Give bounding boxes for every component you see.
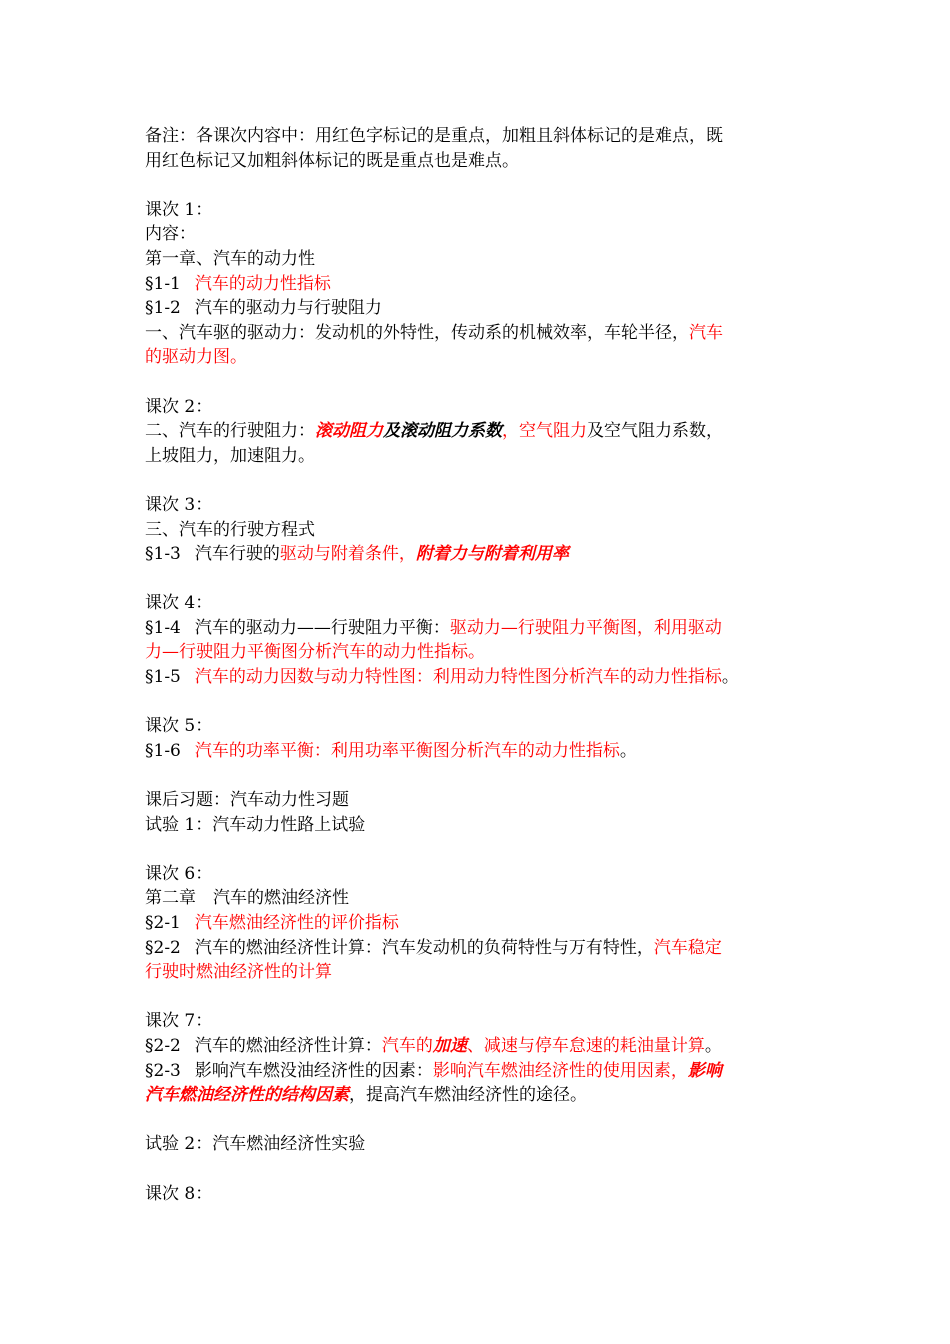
key-point-text: 、减速与停车怠速的耗油量计算 (466, 1035, 705, 1056)
key-point-text: 汽车稳定 (653, 937, 722, 958)
key-difficult-text: 汽车燃油经济性的结构因素 (145, 1085, 349, 1106)
chapter-2-title: 第二章 汽车的燃油经济性 (145, 888, 349, 909)
session-5-heading: 课次 5： (145, 716, 213, 737)
session-2-heading: 课次 2： (145, 396, 213, 417)
resistance-line-1 (145, 419, 825, 444)
key-difficult-text: 影响 (687, 1060, 722, 1081)
section-title: 汽车的驱动力与行驶阻力 (194, 298, 382, 319)
key-difficult-text: 加速 (432, 1035, 467, 1056)
syllabus-document (145, 124, 825, 1206)
section-number: §1-1 (145, 273, 181, 294)
key-point-text: 汽车的 (381, 1035, 433, 1056)
key-difficult-text: 附着力与附着利用率 (415, 544, 569, 565)
section-1-4 (145, 616, 825, 641)
body-text: 汽车的燃油经济性计算：汽车发动机的负荷特性与万有特性， (194, 937, 654, 958)
body-text: 一、汽车驱的驱动力：发动机的外特性，传动系的机械效率，车轮半径， (145, 322, 689, 343)
key-difficult-text: 滚动阻力 (315, 421, 383, 442)
body-text: 。 (721, 667, 739, 688)
section-number: §1-3 (145, 544, 181, 565)
section-number: §1-5 (145, 667, 181, 688)
driving-equation-line: 三、汽车的行驶方程式 (145, 519, 315, 540)
section-number: §2-2 (145, 1035, 181, 1056)
session-4-heading: 课次 4： (145, 593, 213, 614)
section-2-1 (145, 911, 825, 936)
section-2-3 (145, 1059, 825, 1084)
difficult-text: 及滚动阻力系数 (383, 421, 502, 442)
experiment-1-line: 试验 1：汽车动力性路上试验 (145, 814, 366, 835)
note-line-2: 用红色标记又加粗斜体标记的既是重点也是难点。 (145, 150, 519, 171)
body-text: 。 (704, 1035, 722, 1056)
session-6-heading: 课次 6： (145, 863, 213, 884)
section-1-1 (145, 272, 825, 297)
section-1-5 (145, 665, 825, 690)
key-point-text: 空气阻力 (519, 421, 587, 442)
section-number: §1-4 (145, 617, 181, 638)
driving-force-line-1 (145, 321, 825, 346)
key-point-text: 汽车 (689, 322, 723, 343)
section-1-2 (145, 296, 825, 321)
section-2-2-continued: 行驶时燃油经济性的计算 (145, 962, 332, 983)
experiment-2-line: 试验 2：汽车燃油经济性实验 (145, 1134, 366, 1155)
section-number: §2-2 (145, 937, 181, 958)
body-text: 。 (619, 740, 637, 761)
section-1-3 (145, 542, 825, 567)
key-point-text: 影响汽车燃油经济性的使用因素， (432, 1060, 688, 1081)
section-2-2-repeat (145, 1034, 825, 1059)
key-point-text: 汽车的动力因数与动力特性图：利用动力特性图分析汽车的动力性指标 (194, 667, 722, 688)
section-number: §1-2 (145, 298, 181, 319)
section-number: §2-3 (145, 1060, 181, 1081)
note-line-1: 备注：各课次内容中：用红色字标记的是重点，加粗且斜体标记的是难点，既 (145, 126, 723, 146)
session-1-heading: 课次 1： (145, 199, 213, 220)
chapter-1-title: 第一章、汽车的动力性 (145, 248, 315, 269)
session-8-heading: 课次 8： (145, 1183, 213, 1204)
body-text: ，提高汽车燃油经济性的途径。 (349, 1085, 587, 1106)
body-text: 汽车的驱动力——行驶阻力平衡： (194, 617, 450, 638)
key-point-text: 驱动与附着条件， (279, 544, 416, 565)
section-1-6 (145, 739, 825, 764)
body-text: 汽车行驶的 (194, 544, 280, 565)
session-3-heading: 课次 3： (145, 494, 213, 515)
key-point-text: 汽车的功率平衡：利用功率平衡图分析汽车的动力性指标 (194, 740, 620, 761)
section-number: §2-1 (145, 913, 181, 933)
key-point-text: ， (502, 421, 519, 442)
driving-force-line-2: 的驱动力图。 (145, 347, 247, 368)
session-1-content-label: 内容： (145, 224, 196, 245)
homework-line: 课后习题：汽车动力性习题 (145, 790, 349, 811)
resistance-line-2: 上坡阻力，加速阻力。 (145, 445, 315, 466)
key-point-text: 驱动力—行驶阻力平衡图，利用驱动 (449, 617, 722, 638)
key-point-text: 汽车的动力性指标 (194, 273, 331, 294)
section-2-2 (145, 936, 825, 961)
session-7-heading: 课次 7： (145, 1011, 213, 1032)
section-2-3-continued (145, 1083, 825, 1108)
section-number: §1-6 (145, 740, 181, 761)
section-1-4-continued: 力—行驶阻力平衡图分析汽车的动力性指标。 (145, 642, 485, 663)
body-text: 二、汽车的行驶阻力： (145, 421, 315, 442)
body-text: 汽车的燃油经济性计算： (194, 1035, 382, 1056)
key-point-text: 汽车燃油经济性的评价指标 (194, 913, 399, 933)
body-text: 影响汽车燃没油经济性的因素： (194, 1060, 433, 1081)
body-text: 及空气阻力系数， (587, 421, 723, 442)
